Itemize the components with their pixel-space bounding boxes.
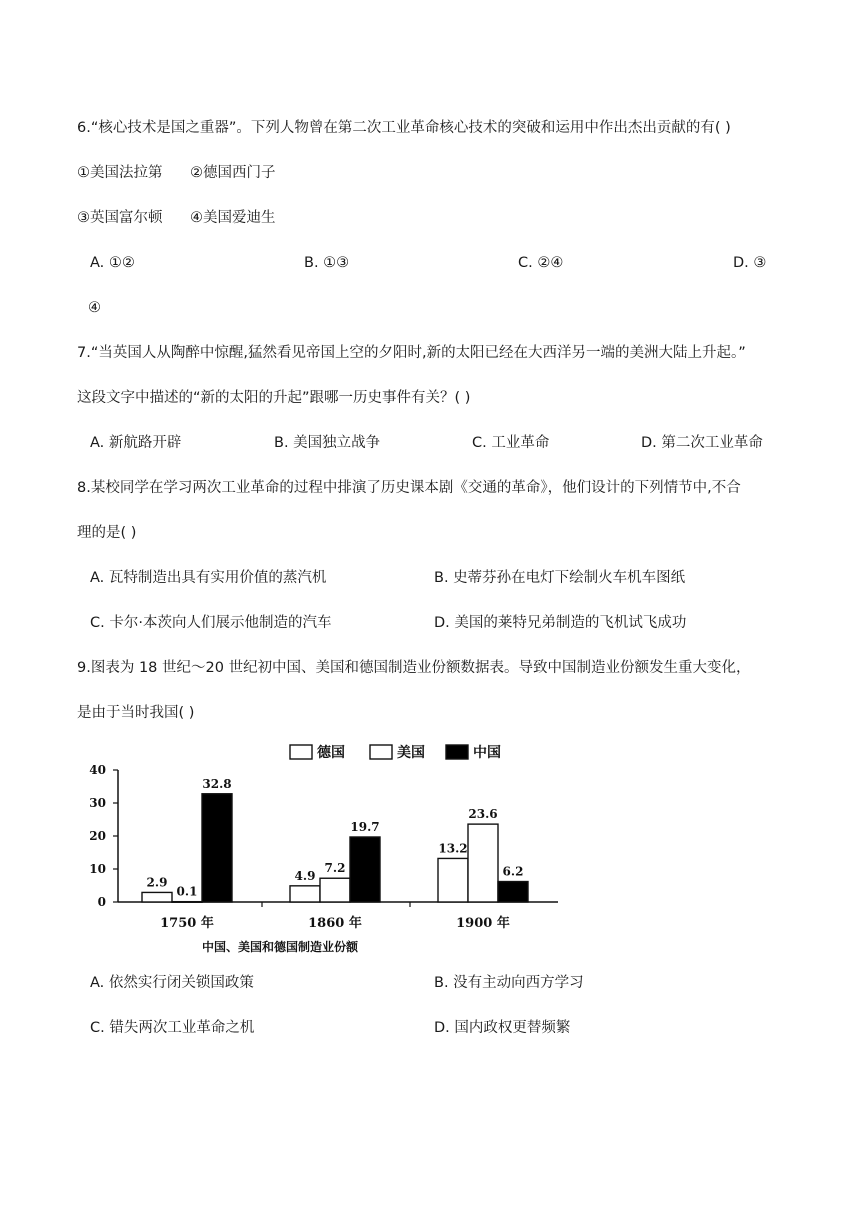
- q8-stem-line2: 理的是( ): [77, 525, 137, 541]
- data-label: 23.6: [468, 807, 498, 822]
- bar-美国-2: [468, 824, 498, 902]
- data-label: 6.2: [502, 864, 524, 879]
- legend-swatch-德国: [290, 745, 312, 759]
- bar-德国-2: [438, 858, 468, 902]
- q7-stem-line1: 7.“当英国人从陶醉中惊醒,猛然看见帝国上空的夕阳时,新的太阳已经在大西洋另一端的美洲大陆上升起。”: [77, 345, 746, 361]
- q6-item-1: ①美国法拉第: [77, 165, 163, 181]
- q6-item-2: ②德国西门子: [190, 165, 276, 181]
- data-label: 0.1: [176, 884, 198, 899]
- q6-item-4: ④美国爱迪生: [190, 210, 276, 226]
- q6-item-3: ③英国富尔顿: [77, 210, 163, 226]
- q6-option-b[interactable]: B. ①③: [304, 255, 350, 271]
- category-label: 1750 年: [160, 916, 214, 931]
- data-label: 19.7: [350, 819, 380, 834]
- q9-stem-line2: 是由于当时我国( ): [77, 705, 195, 721]
- q8-option-b[interactable]: B. 史蒂芬孙在电灯下绘制火车机车图纸: [434, 570, 686, 586]
- data-label: 7.2: [324, 861, 346, 876]
- q7-option-b[interactable]: B. 美国独立战争: [274, 435, 381, 451]
- q8-option-d[interactable]: D. 美国的莱特兄弟制造的飞机试飞成功: [434, 615, 687, 631]
- chart-title: 中国、美国和德国制造业份额: [201, 940, 359, 954]
- q9-option-d[interactable]: D. 国内政权更替频繁: [434, 1020, 571, 1036]
- q6-option-c[interactable]: C. ②④: [518, 255, 564, 271]
- legend-swatch-美国: [370, 745, 392, 759]
- y-tick-label: 30: [89, 796, 106, 810]
- y-tick-label: 0: [97, 895, 106, 909]
- q7-option-c[interactable]: C. 工业革命: [472, 435, 550, 451]
- data-label: 4.9: [294, 868, 316, 883]
- legend-label-德国: 德国: [317, 745, 345, 761]
- y-tick-label: 10: [89, 862, 106, 876]
- legend-label-美国: 美国: [397, 745, 425, 761]
- category-label: 1900 年: [456, 916, 510, 931]
- q7-stem-line2: 这段文字中描述的“新的太阳的升起”跟哪一历史事件有关？( ): [77, 390, 471, 406]
- q8-stem-line1: 8.某校同学在学习两次工业革命的过程中排演了历史课本剧《交通的革命》，他们设计的下列情节中,不合: [77, 480, 741, 496]
- q9-option-b[interactable]: B. 没有主动向西方学习: [434, 975, 584, 991]
- bar-中国-2: [498, 882, 528, 902]
- q6-option-a[interactable]: A. ①②: [90, 255, 135, 271]
- q9-option-c[interactable]: C. 错失两次工业革命之机: [90, 1020, 255, 1036]
- q8-option-a[interactable]: A. 瓦特制造出具有实用价值的蒸汽机: [90, 570, 327, 586]
- bar-德国-0: [142, 892, 172, 902]
- q8-option-c[interactable]: C. 卡尔·本茨向人们展示他制造的汽车: [90, 615, 332, 631]
- q9-option-a[interactable]: A. 依然实行闭关锁国政策: [90, 975, 254, 991]
- y-tick-label: 40: [89, 763, 106, 777]
- data-label: 32.8: [202, 776, 232, 791]
- legend-swatch-中国: [446, 745, 468, 759]
- manufacturing-share-chart: [80, 738, 560, 960]
- legend-label-中国: 中国: [473, 745, 501, 761]
- bar-中国-1: [350, 837, 380, 902]
- bar-德国-1: [290, 886, 320, 902]
- q6-option-d[interactable]: D. ③: [733, 255, 767, 271]
- q6-option-d-wrap: ④: [88, 300, 101, 316]
- q6-stem: 6.“核心技术是国之重器”。下列人物曾在第二次工业革命核心技术的突破和运用中作出杰出贡献的有( ): [77, 120, 731, 136]
- data-label: 13.2: [438, 841, 468, 856]
- bar-美国-1: [320, 878, 350, 902]
- y-tick-label: 20: [89, 829, 106, 843]
- q9-stem-line1: 9.图表为 18 世纪～20 世纪初中国、美国和德国制造业份额数据表。导致中国制造业份额发生重大变化，: [77, 660, 751, 676]
- q7-option-a[interactable]: A. 新航路开辟: [90, 435, 182, 451]
- data-label: 2.9: [146, 875, 168, 890]
- q7-option-d[interactable]: D. 第二次工业革命: [641, 435, 763, 451]
- bar-美国-0: [172, 902, 202, 903]
- bar-中国-0: [202, 794, 232, 902]
- category-label: 1860 年: [308, 916, 362, 931]
